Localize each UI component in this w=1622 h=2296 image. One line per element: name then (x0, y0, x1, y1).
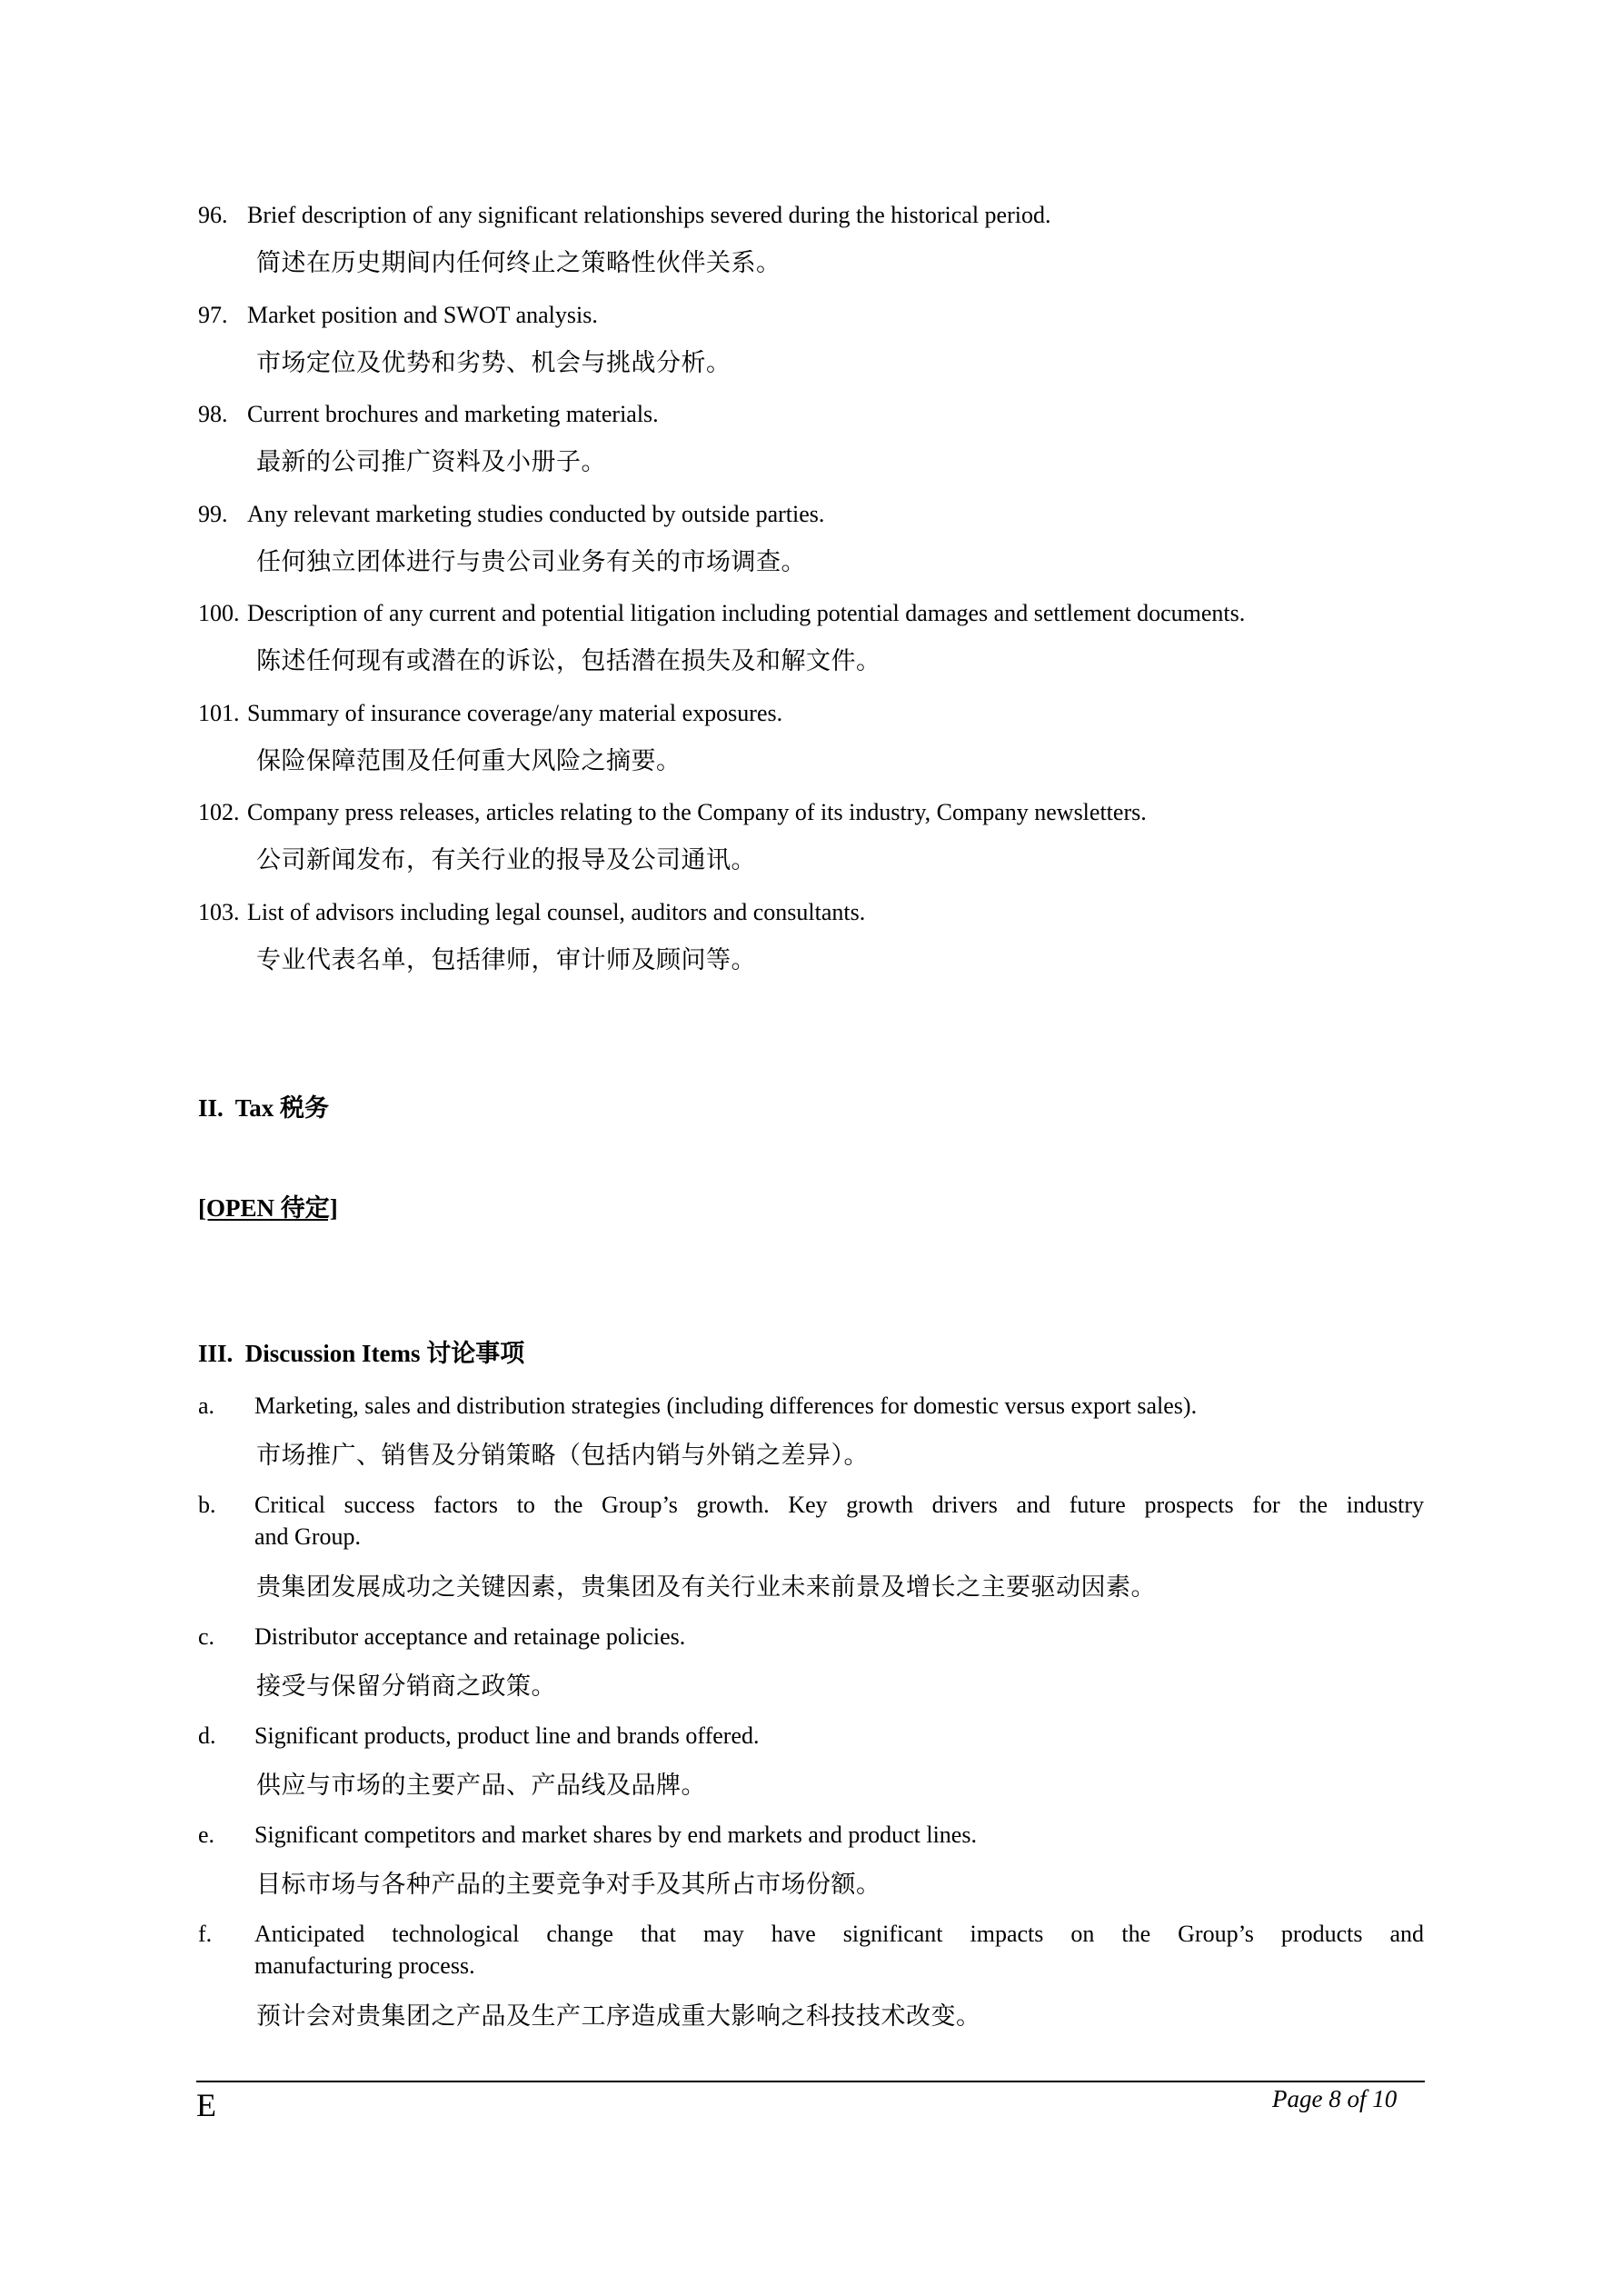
item-text-en: Brief description of any significant relationships severed during the historical period. (247, 202, 1051, 228)
item-text-cn: 陈述任何现有或潜在的诉讼，包括潜在损失及和解文件。 (256, 647, 881, 674)
item-text-en: Summary of insurance coverage/any material exposures. (247, 700, 783, 726)
item-text-en: Description of any current and potential litigation including potential damages and settlement documents. (247, 600, 1246, 626)
item-number: 101. (198, 700, 240, 726)
section-heading-tax: II. Tax 税务 (198, 1094, 330, 1122)
item-text-cn: 任何独立团体进行与贵公司业务有关的市场调查。 (256, 548, 806, 575)
item-letter: a. (198, 1393, 215, 1419)
item-text-en: Company press releases, articles relating to the Company of its industry, Company newsletters. (247, 799, 1147, 825)
item-text-cn: 最新的公司推广资料及小册子。 (256, 448, 606, 475)
item-number: 100. (198, 600, 240, 626)
item-text-cn: 专业代表名单，包括律师，审计师及顾问等。 (256, 946, 756, 973)
item-text-cn: 简述在历史期间内任何终止之策略性伙伴关系。 (256, 249, 781, 276)
item-text-cn: 公司新闻发布，有关行业的报导及公司通讯。 (256, 846, 756, 873)
item-text-cn: 贵集团发展成功之关键因素，贵集团及有关行业未来前景及增长之主要驱动因素。 (256, 1573, 1156, 1601)
item-letter: e. (198, 1822, 215, 1848)
page-number: Page 8 of 10 (1272, 2085, 1398, 2112)
item-text-cn: 市场推广、销售及分销策略（包括内销与外销之差异）。 (256, 1442, 869, 1469)
item-text-cn: 接受与保留分销商之政策。 (256, 1672, 556, 1700)
item-text-en: Market position and SWOT analysis. (247, 302, 598, 328)
item-text-cn: 供应与市场的主要产品、产品线及品牌。 (256, 1772, 706, 1799)
item-text-en: Significant products, product line and brands offered. (254, 1722, 760, 1749)
item-text-cn: 保险保障范围及任何重大风险之摘要。 (256, 747, 682, 774)
item-number: 97. (198, 302, 228, 328)
item-number: 103. (198, 899, 240, 925)
item-text-cn: 预计会对贵集团之产品及生产工序造成重大影响之科技技术改变。 (256, 2002, 981, 2030)
item-text-cn: 市场定位及优势和劣势、机会与挑战分析。 (256, 349, 731, 376)
item-text-en: Any relevant marketing studies conducted by outside parties. (247, 501, 825, 527)
item-text-en: Marketing, sales and distribution strategies (including differences for domestic versus export sales). (254, 1393, 1198, 1419)
item-text-en: List of advisors including legal counsel, auditors and consultants. (247, 899, 866, 925)
item-text-en-line1: Anticipated technological change that may have significant impacts on the Group’s products and (254, 1921, 1424, 1947)
item-text-en: Distributor acceptance and retainage policies. (254, 1623, 686, 1650)
tax-status-open: [OPEN 待定] (198, 1194, 338, 1222)
item-letter: f. (198, 1921, 213, 1947)
item-text-cn: 目标市场与各种产品的主要竞争对手及其所占市场份额。 (256, 1871, 881, 1898)
item-text-en: Current brochures and marketing materials. (247, 401, 659, 427)
item-letter: b. (198, 1492, 216, 1518)
footer-left-mark: E (196, 2087, 216, 2123)
item-text-en-line1: Critical success factors to the Group’s growth. Key growth drivers and future prospects for the industry (254, 1492, 1424, 1518)
item-text-en-line2: and Group. (254, 1523, 361, 1550)
item-number: 98. (198, 401, 228, 427)
item-number: 102. (198, 799, 240, 825)
item-text-en-line2: manufacturing process. (254, 1952, 475, 1979)
section-heading-discussion: III. Discussion Items 讨论事项 (198, 1340, 525, 1367)
item-number: 99. (198, 501, 228, 527)
item-letter: d. (198, 1722, 216, 1749)
footer-divider (196, 2081, 1425, 2082)
item-number: 96. (198, 202, 228, 228)
item-text-en: Significant competitors and market shares by end markets and product lines. (254, 1822, 977, 1848)
item-letter: c. (198, 1623, 215, 1650)
